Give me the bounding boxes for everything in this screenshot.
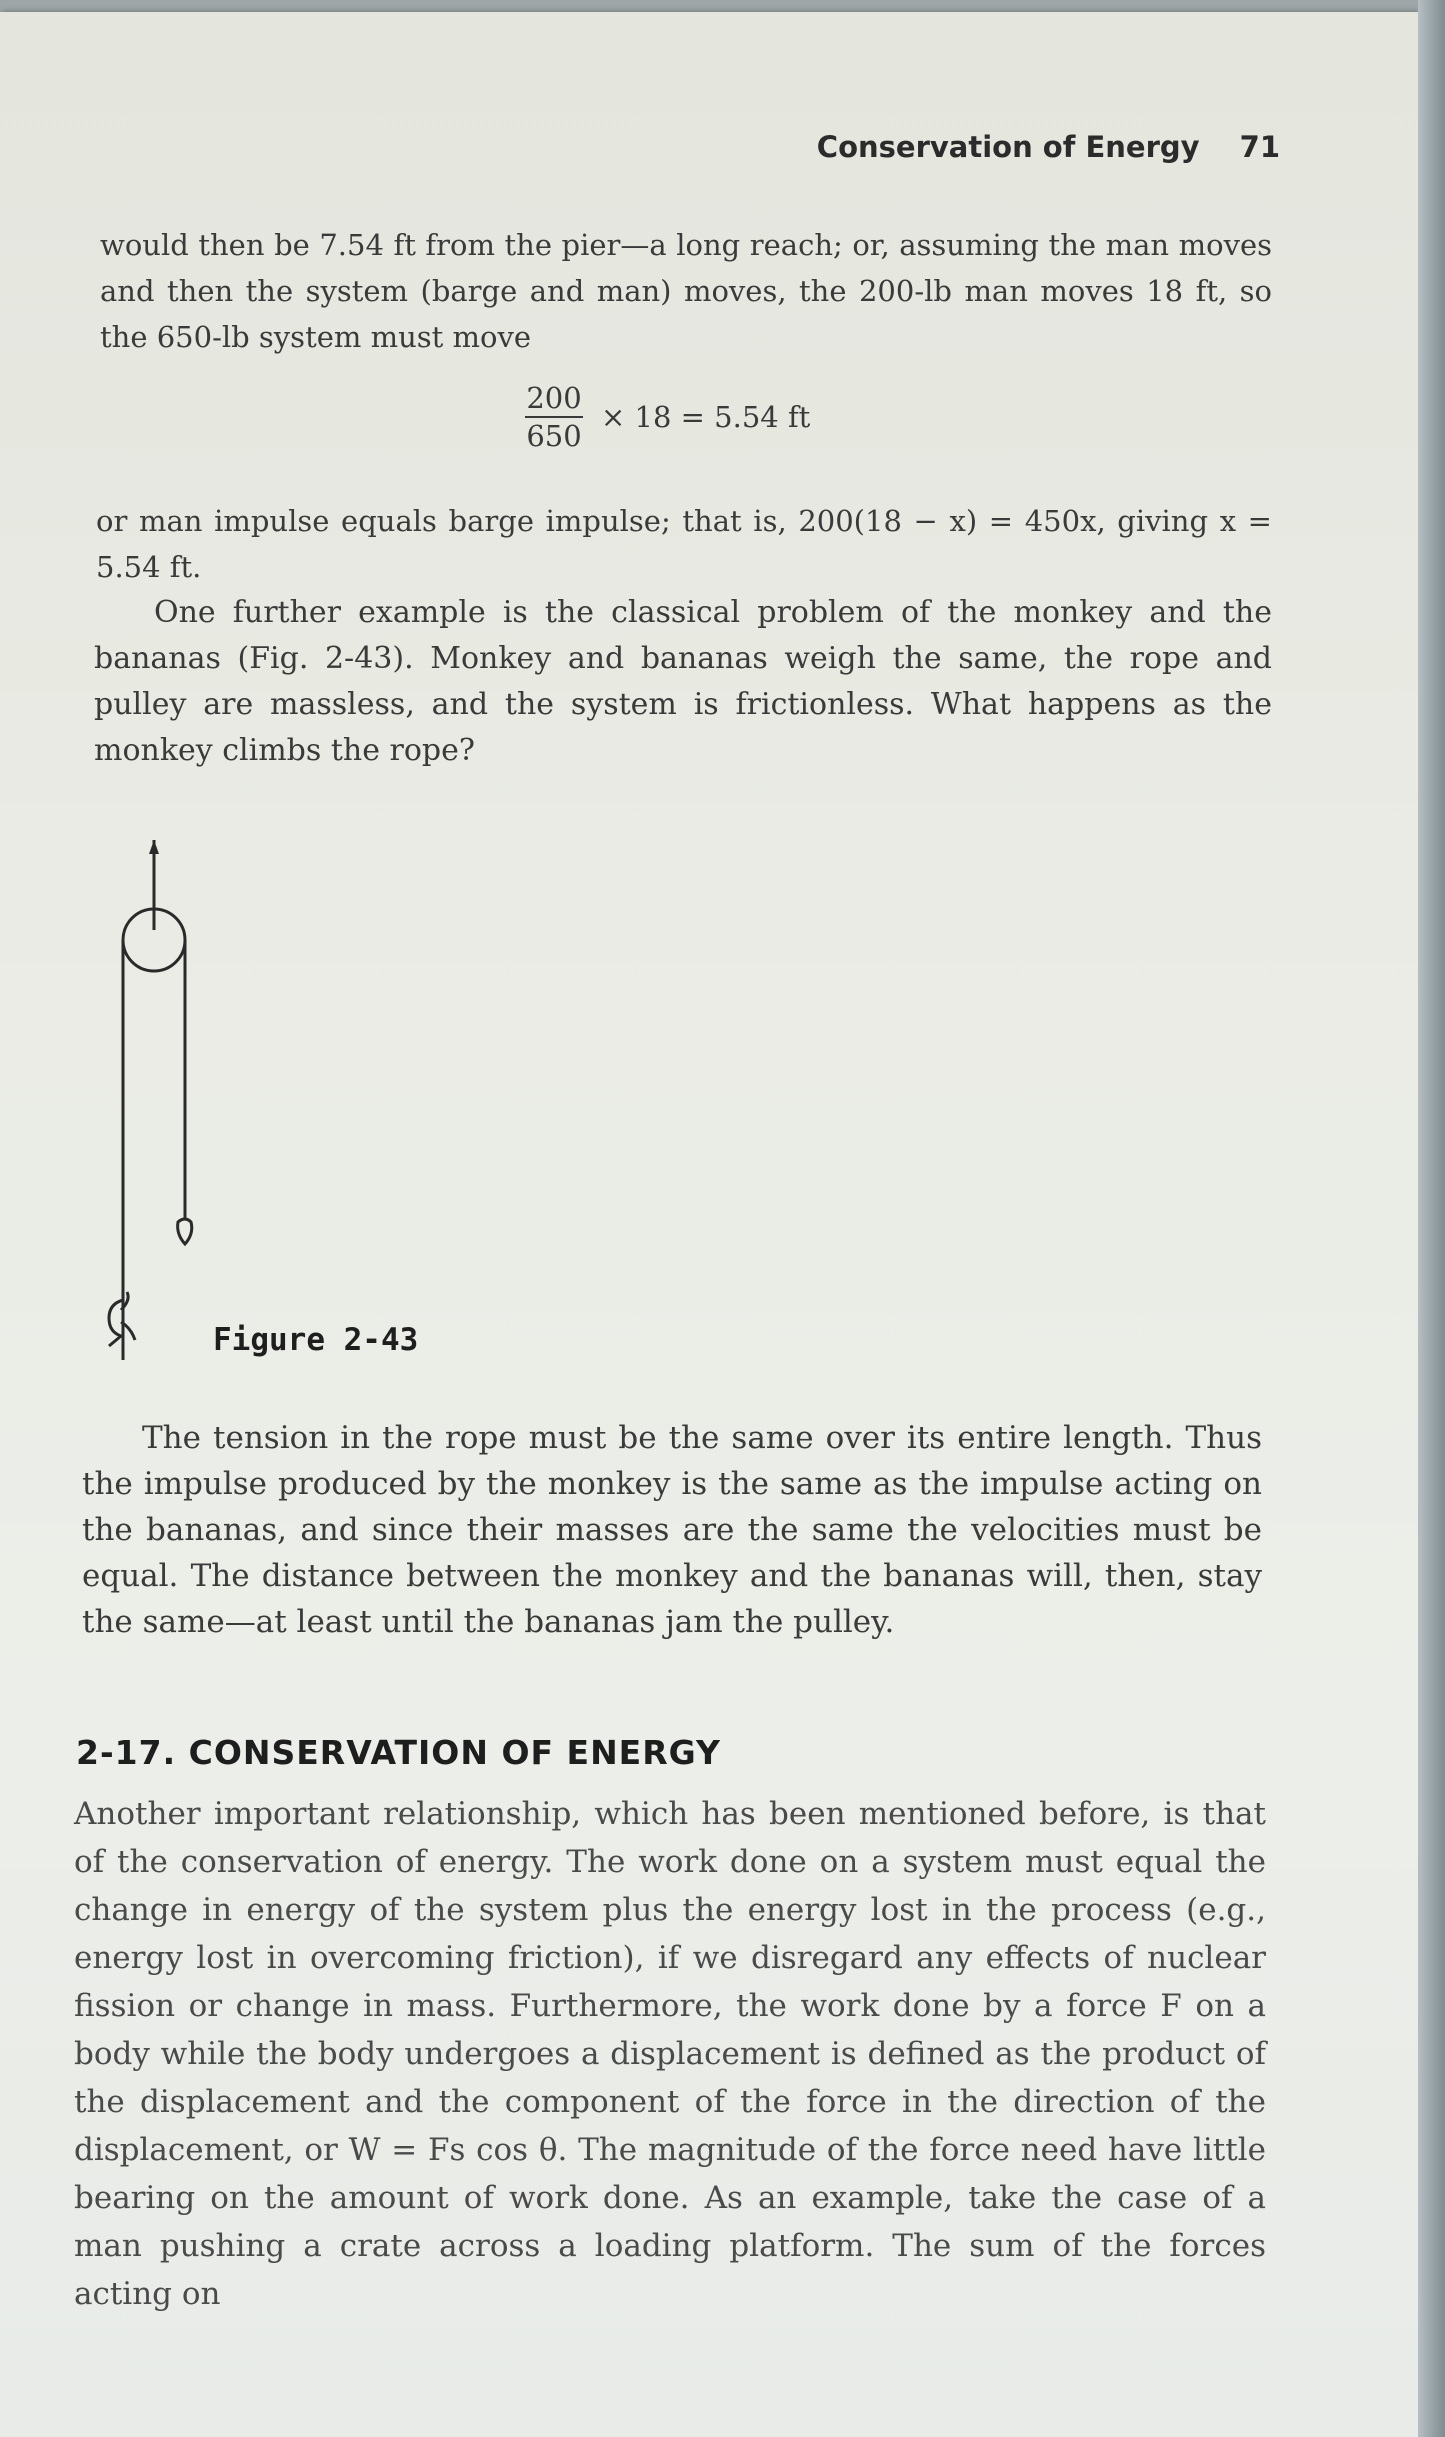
figure-caption: Figure 2-43 — [213, 1322, 419, 1358]
running-header — [817, 130, 1280, 164]
paragraph-conservation: Another important relationship, which has been mentioned before, is that of the conservation of energy. The work done on a system must equal the change in energy of the system plus the energy lost in the process (e.g., energy lost in overcoming friction), if we disregard any effects of nuclear fission or change in mass. Furthermore, the work done by a force F on a body while the body undergoes a displacement is defined as the product of the displacement and the component of the force in the direction of the displacement, or W = Fs cos θ. The magnitude of the force need have little bearing on the amount of work done. As an example, take the case of a man pushing a crate across a loading platform. The sum of the forces acting on — [74, 1796, 1266, 2312]
equation — [525, 380, 810, 454]
support-arrow — [149, 840, 159, 854]
equation-rest: × 18 = 5.54 ft — [601, 400, 811, 434]
paragraph-monkey-problem: One further example is the classical problem of the monkey and the bananas (Fig. 2-43). Monkey and bananas weigh the same, the rope and pulley are massless, and the system is frictionless. What happens as the monkey climbs the rope? — [94, 595, 1272, 768]
header-title: Conservation of Energy — [816, 130, 1200, 164]
paragraph-barge-continued: would then be 7.54 ft from the pier—a long reach; or, assuming the man moves and then the system (barge and man) moves, the 200-lb man moves 18 ft, so the 650-lb system must move — [100, 228, 1272, 354]
equation-denominator: 650 — [526, 419, 582, 453]
pulley-figure — [70, 840, 220, 1370]
bananas-figure — [178, 1219, 192, 1244]
paragraph-impulse: or man impulse equals barge impulse; that is, 200(18 − x) = 450x, giving x = 5.54 ft. — [96, 504, 1272, 584]
section-heading: 2-17. CONSERVATION OF ENERGY — [76, 1733, 721, 1772]
equation-numerator: 200 — [526, 381, 582, 415]
paragraph-tension: The tension in the rope must be the same over its entire length. Thus the impulse produced by the monkey is the same as the impulse acting on the bananas, and since their masses are the same the velocities must be equal. The distance between the monkey and the bananas will, then, stay the same—at least until the bananas jam the pulley. — [82, 1420, 1262, 1640]
page-edge-binding — [1418, 0, 1445, 2437]
page-number: 71 — [1239, 130, 1280, 164]
equation-fraction — [525, 380, 583, 454]
